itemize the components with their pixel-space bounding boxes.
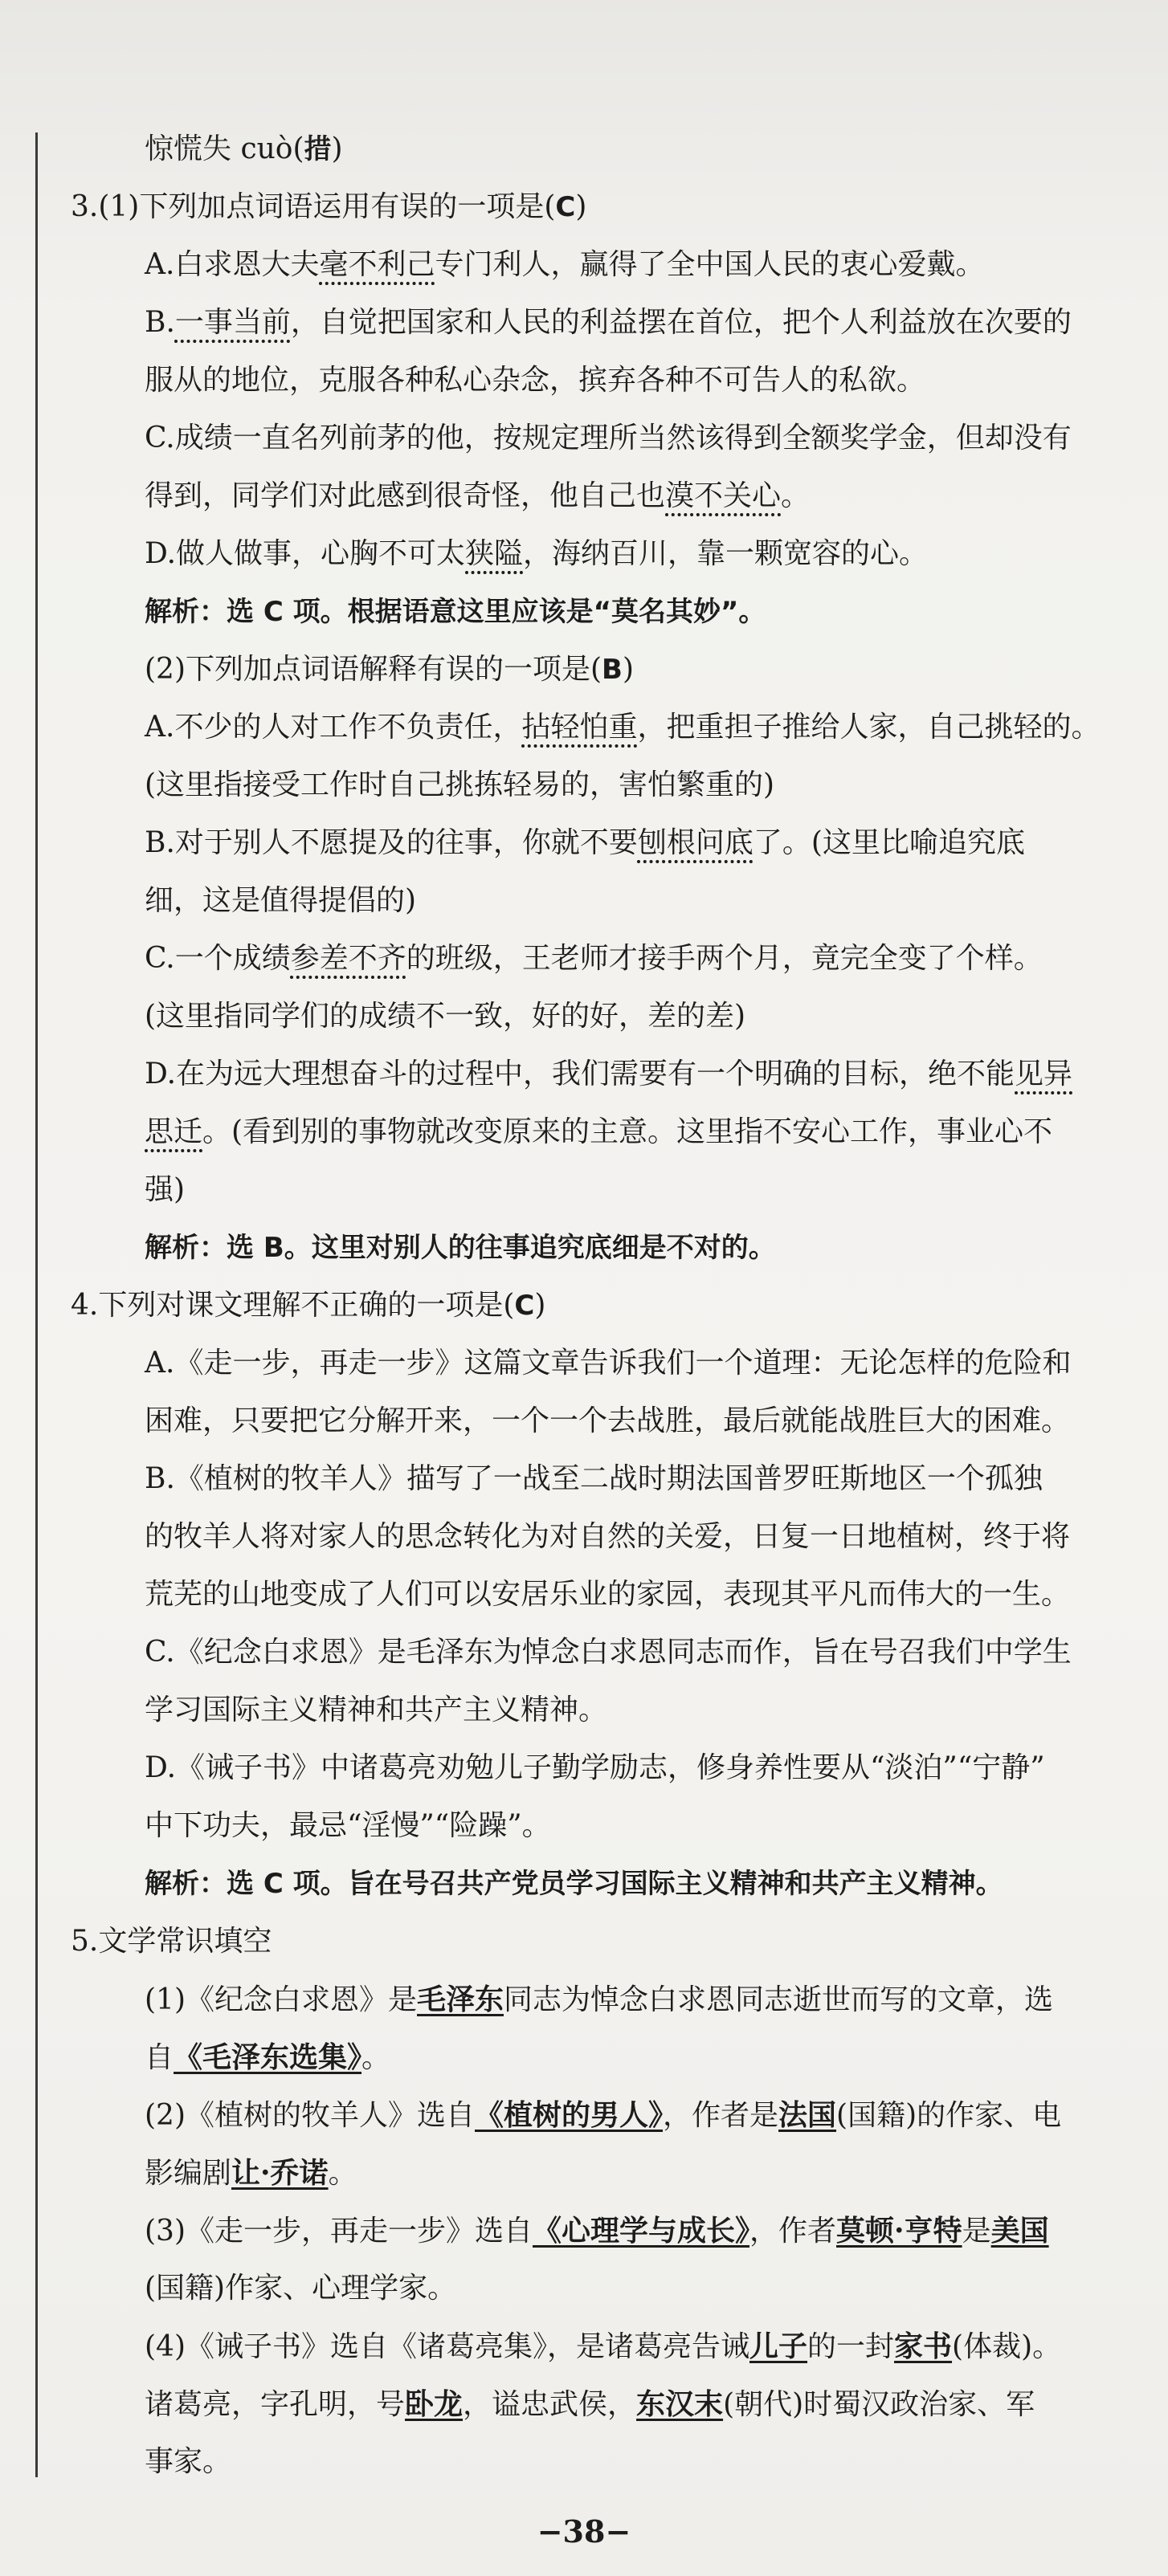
text-span: 的一封 (807, 2330, 895, 2363)
text-span: 的牧羊人将对家人的思念转化为对自然的关爱，日复一日地植树，终于将 (145, 1520, 1071, 1553)
answer-blank: 毛泽东 (417, 1983, 504, 2016)
text-line (71, 1913, 1139, 1971)
text-span: 5.文学常识填空 (71, 1925, 272, 1958)
text-span: C.《纪念白求恩》是毛泽东为悼念白求恩同志而作，旨在号召我们中学生 (145, 1636, 1072, 1669)
text-span: ，把重担子推给人家，自己挑轻的。 (637, 711, 1101, 744)
text-line (71, 2202, 1139, 2260)
answer-blank: 儿子 (749, 2329, 808, 2363)
text-line (71, 2375, 1139, 2433)
text-line (71, 410, 1139, 467)
text-span: (4)《诫子书》选自《诸葛亮集》，是诸葛亮告诫 (145, 2330, 749, 2363)
text-line (71, 2317, 1139, 2375)
text-line (71, 756, 1139, 814)
text-span: 服从的地位，克服各种私心杂念，摈弃各种不可告人的私欲。 (145, 364, 926, 397)
text-line (71, 2028, 1139, 2086)
text-line (71, 583, 1139, 641)
text-span: 解析：选 B。这里对别人的往事追究底细是不对的。 (145, 1232, 776, 1264)
answer-blank: 卧龙 (405, 2387, 464, 2421)
text-span: B. (145, 306, 175, 339)
text-span: 自 (145, 2041, 174, 2074)
text-span: A.《走一步，再走一步》这篇文章告诉我们一个道理：无论怎样的危险和 (145, 1347, 1072, 1380)
text-line (71, 1508, 1139, 1566)
page-content (71, 120, 1139, 2491)
text-span: C (514, 1290, 535, 1322)
text-line (71, 467, 1139, 525)
text-span: (1)《纪念白求恩》是 (145, 1983, 417, 2016)
text-line (71, 930, 1139, 988)
answer-blank: 家书 (894, 2329, 953, 2363)
text-line (71, 988, 1139, 1045)
text-span: 的班级，王老师才接手两个月，竟完全变了个样。 (406, 942, 1043, 975)
text-span: (国籍)的作家、电 (836, 2099, 1062, 2132)
text-span: ，自觉把国家和人民的利益摆在首位，把个人利益放在次要的 (290, 306, 1072, 339)
text-span: (2)《植树的牧羊人》选自 (145, 2099, 475, 2132)
text-span: 学习国际主义精神和共产主义精神。 (145, 1694, 608, 1726)
text-line (71, 525, 1139, 583)
text-line (71, 641, 1139, 699)
text-line (71, 236, 1139, 294)
text-span: (这里指同学们的成绩不一致，好的好，差的差) (145, 1000, 746, 1033)
text-line (71, 294, 1139, 352)
text-span: D.做人做事，心胸不可太 (145, 537, 466, 570)
text-span: 4.下列对课文理解不正确的一项是( (71, 1289, 515, 1322)
text-span: 细，这是值得提倡的) (145, 884, 417, 917)
dotted-term: 刨根问底 (637, 826, 753, 859)
text-span: 。 (781, 479, 811, 512)
dotted-term: 思迁 (145, 1115, 203, 1148)
text-line (71, 1450, 1139, 1508)
text-line (71, 1277, 1139, 1335)
text-span: C.一个成绩 (145, 942, 291, 975)
text-span: (朝代)时蜀汉政治家、军 (723, 2388, 1035, 2421)
text-span: B (602, 654, 623, 686)
text-span: 影编剧 (145, 2157, 232, 2190)
text-span: ，作者 (749, 2215, 837, 2248)
text-line (71, 178, 1139, 236)
answer-blank: 东汉末 (636, 2387, 724, 2421)
text-span: D.在为远大理想奋斗的过程中，我们需要有一个明确的目标，绝不能 (145, 1058, 1015, 1090)
dotted-term: 见异 (1015, 1058, 1073, 1090)
text-span: B.《植树的牧羊人》描写了一战至二战时期法国普罗旺斯地区一个孤独 (145, 1462, 1043, 1495)
text-line (71, 2144, 1139, 2202)
dotted-term: 一事当前 (174, 306, 291, 339)
text-line (71, 1335, 1139, 1392)
text-line (71, 1566, 1139, 1624)
text-span: A.不少的人对工作不负责任， (145, 711, 522, 744)
text-span: (2)下列加点词语解释有误的一项是( (145, 653, 602, 686)
dotted-term: 狭隘 (465, 537, 524, 570)
dotted-term: 漠不关心 (665, 479, 782, 512)
text-span: 荒芜的山地变成了人们可以安居乐业的家园，表现其平凡而伟大的一生。 (145, 1578, 1071, 1611)
text-span: 强) (145, 1173, 186, 1206)
text-line (71, 1739, 1139, 1797)
text-span: ) (622, 653, 635, 686)
answer-blank: 让·乔诺 (231, 2156, 329, 2190)
text-line (71, 1103, 1139, 1161)
answer-blank: 《毛泽东选集》 (174, 2040, 362, 2074)
text-span: B.对于别人不愿提及的往事，你就不要 (145, 826, 638, 859)
text-span: ) (534, 1289, 546, 1322)
text-line (71, 352, 1139, 410)
text-line (71, 1797, 1139, 1855)
text-line (71, 2086, 1139, 2144)
text-span: ，作者是 (663, 2099, 779, 2132)
text-line (71, 1161, 1139, 1219)
text-span: 。 (361, 2041, 391, 2074)
text-line (71, 1971, 1139, 2028)
text-line (71, 2260, 1139, 2317)
text-span: 专门利人，赢得了全中国人民的衷心爱戴。 (435, 248, 985, 281)
text-line (71, 699, 1139, 756)
text-span: (国籍)作家、心理学家。 (145, 2272, 457, 2305)
text-span: 中下功夫，最忌“淫慢”“险躁”。 (145, 1809, 551, 1842)
text-span: 是 (962, 2215, 991, 2248)
text-span: (3)《走一步，再走一步》选自 (145, 2215, 533, 2248)
text-span: 同志为悼念白求恩同志逝世而写的文章，选 (504, 1983, 1054, 2016)
text-span: C.成绩一直名列前茅的他，按规定理所当然该得到全额奖学金，但却没有 (145, 422, 1072, 454)
text-span: ，海纳百川，靠一颗宽容的心。 (523, 537, 929, 570)
dotted-term: 拈轻怕重 (521, 711, 638, 744)
text-span: 措 (304, 133, 332, 165)
text-line (71, 1855, 1139, 1913)
text-span: 解析：选 C 项。根据语意这里应该是“莫名其妙”。 (145, 596, 766, 628)
text-span: D.《诫子书》中诸葛亮劝勉儿子勤学励志，修身养性要从“淡泊”“宁静” (145, 1751, 1045, 1784)
text-line (71, 1681, 1139, 1739)
text-line (71, 1045, 1139, 1103)
text-span: 3.(1)下列加点词语运用有误的一项是( (71, 190, 556, 223)
text-span: 了。(这里比喻追究底 (753, 826, 1025, 859)
answer-blank: 莫顿·亨特 (836, 2214, 962, 2248)
text-span: (这里指接受工作时自己挑拣轻易的，害怕繁重的) (145, 768, 775, 801)
text-line (71, 120, 1139, 178)
text-span: 。(看到别的事物就改变原来的主意。这里指不安心工作，事业心不 (202, 1115, 1053, 1148)
answer-blank: 《植树的男人》 (475, 2098, 664, 2132)
text-span: C (555, 191, 576, 223)
text-span: ) (575, 190, 587, 223)
text-span: 困难，只要把它分解开来，一个一个去战胜，最后就能战胜巨大的困难。 (145, 1404, 1071, 1437)
text-span: 得到，同学们对此感到很奇怪，他自己也 (145, 479, 666, 512)
page-number: −38− (537, 2513, 631, 2550)
text-line (71, 1624, 1139, 1681)
text-span: (体裁)。 (952, 2330, 1062, 2363)
margin-line (35, 132, 38, 2477)
text-span: 惊慌失 cuò( (145, 132, 304, 165)
text-span: 事家。 (145, 2445, 232, 2478)
dotted-term: 毫不利己 (319, 248, 435, 281)
answer-blank: 《心理学与成长》 (533, 2214, 750, 2248)
text-line (71, 814, 1139, 872)
text-span: 诸葛亮，字孔明，号 (145, 2388, 406, 2421)
text-span: A.白求恩大夫 (145, 248, 320, 281)
answer-blank: 美国 (990, 2214, 1049, 2248)
text-line (71, 2433, 1139, 2491)
text-span: ) (331, 132, 343, 165)
text-span: 。 (328, 2157, 357, 2190)
answer-blank: 法国 (778, 2098, 837, 2132)
dotted-term: 参差不齐 (290, 942, 406, 975)
text-line (71, 1219, 1139, 1277)
text-line (71, 872, 1139, 930)
text-span: 解析：选 C 项。旨在号召共产党员学习国际主义精神和共产主义精神。 (145, 1868, 1003, 1900)
text-span: ，谥忠武侯， (463, 2388, 637, 2421)
text-line (71, 1392, 1139, 1450)
